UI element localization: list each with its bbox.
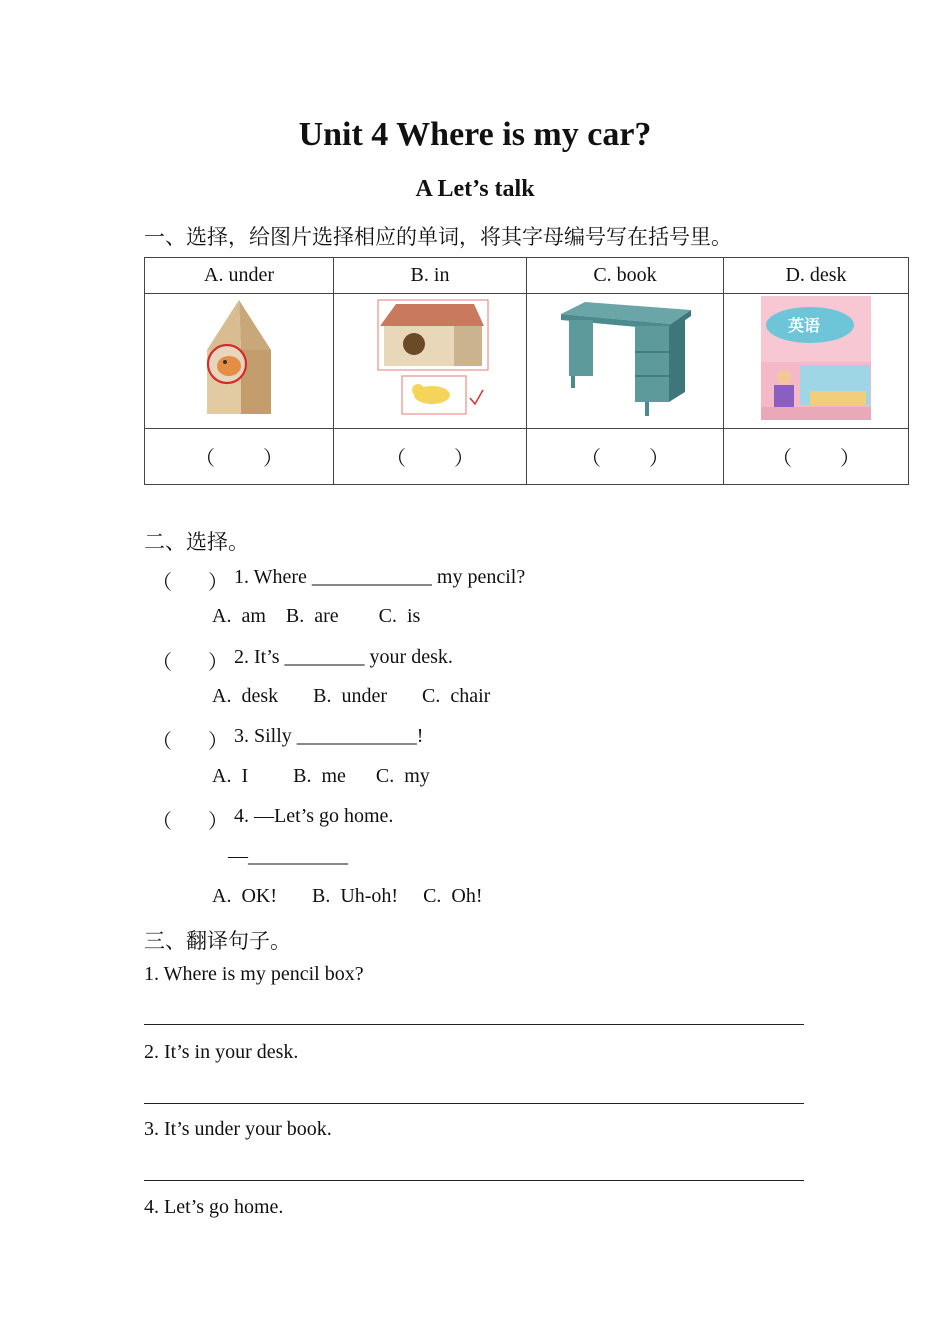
birdhouse-bird-in-picture (370, 296, 490, 420)
matching-table (144, 257, 909, 485)
option-b-label: B. in (334, 258, 527, 294)
option-a-label: A. under (145, 258, 334, 294)
section3-heading: 三、翻译句子。 (144, 929, 291, 953)
q4-paren-left[interactable]: （ (152, 811, 172, 833)
answer-blank-c[interactable]: （ ） (527, 429, 724, 485)
sentence-1: 1. Where is my pencil box? (144, 963, 364, 985)
q2-paren-left[interactable]: （ (152, 652, 172, 674)
page-title: Unit 4 Where is my car? (298, 116, 652, 153)
page-subtitle: A Let’s talk (415, 176, 535, 202)
q4-stem: 4. —Let’s go home. (234, 805, 394, 827)
section2-heading: 二、选择。 (144, 530, 249, 554)
answer-blank-d[interactable]: （ ） (724, 429, 909, 485)
answer-blank-a[interactable]: （ ） (145, 429, 334, 485)
section1-heading: 一、选择，给图片选择相应的单词，将其字母编号写在括号里。 (144, 225, 732, 249)
q3-paren-right: ） (208, 731, 228, 753)
answer-blank-b[interactable]: （ ） (334, 429, 527, 485)
answer-line-2[interactable] (144, 1103, 804, 1104)
q2-stem: 2. It’s ________ your desk. (234, 646, 453, 668)
option-c-label: C. book (527, 258, 724, 294)
birdhouse-bird-under-picture (179, 294, 299, 422)
sentence-2: 2. It’s in your desk. (144, 1041, 299, 1063)
q4-reply: —__________ (228, 845, 348, 867)
q2-choices: A. desk B. under C. chair (212, 685, 491, 707)
sentence-4: 4. Let’s go home. (144, 1196, 284, 1218)
q2-paren-right: ） (208, 652, 228, 674)
book-cover-text: 英语 (788, 316, 821, 335)
q1-stem: 1. Where ____________ my pencil? (234, 566, 526, 588)
option-d-label: D. desk (724, 258, 909, 294)
q3-choices: A. I B. me C. my (212, 765, 430, 787)
english-book-picture (760, 295, 872, 421)
q3-stem: 3. Silly ____________! (234, 725, 424, 747)
q3-paren-left[interactable]: （ (152, 731, 172, 753)
q4-paren-right: ） (208, 811, 228, 833)
desk-picture (555, 296, 695, 420)
answer-line-1[interactable] (144, 1024, 804, 1025)
sentence-3: 3. It’s under your book. (144, 1118, 332, 1140)
q1-choices: A. am B. are C. is (212, 605, 421, 627)
answer-line-3[interactable] (144, 1180, 804, 1181)
q1-paren-left[interactable]: （ (152, 572, 172, 594)
q4-choices: A. OK! B. Uh-oh! C. Oh! (212, 885, 483, 907)
q1-paren-right: ） (208, 572, 228, 594)
